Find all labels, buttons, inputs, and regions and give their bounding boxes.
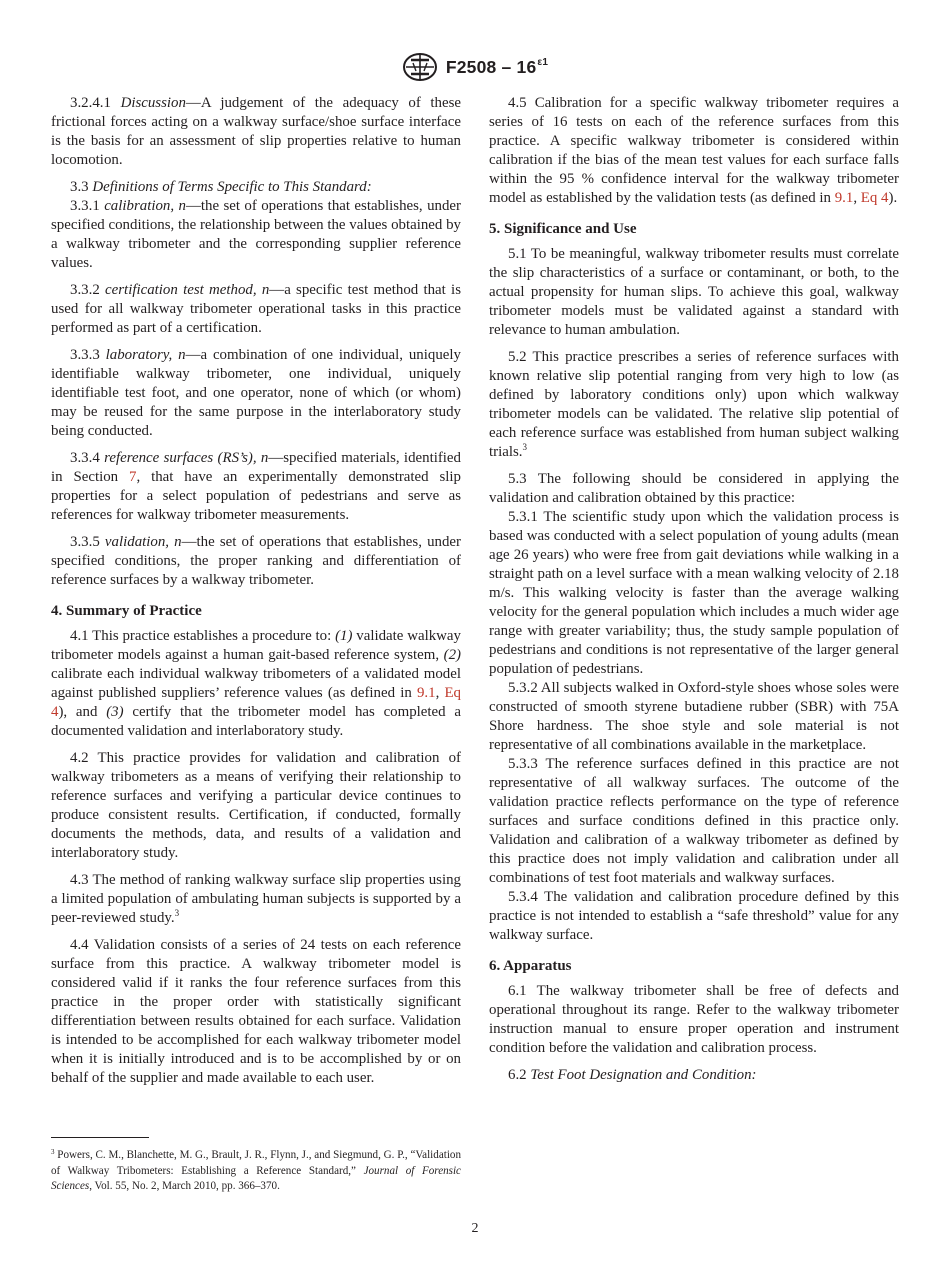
section-6-heading: 6. Apparatus bbox=[489, 958, 572, 974]
section-7-link[interactable]: 7 bbox=[129, 469, 137, 485]
paragraph-4-3: 4.3 The method of ranking walkway surface slip properties using a limited population of ambulating human subjects is supported by a peer-reviewed study.$^3$ bbox=[51, 872, 461, 926]
eq-4-link[interactable]: Eq 4 bbox=[860, 190, 889, 206]
paragraph-5-3-1: 5.3.1 The scientific study upon which the validation process is based was conducted with a select population of young adults (mean age 26 years) who were free from gait deviations while walking in a straight path on a level surface with a mean walking velocity of 2.18 m/s. This walking velocity is faster than the average walking velocity for the general population which includes a much wider age range with greater variability; thus, the study sample population of pedestrians and conditions is not representative of the larger general population of pedestrians. bbox=[489, 509, 899, 677]
footnote-divider bbox=[51, 1137, 149, 1138]
paragraph-3-3: 3.3 Definitions of Terms Specific to This Standard: bbox=[70, 179, 372, 195]
eq-4-link[interactable]: Eq 4 bbox=[51, 685, 461, 720]
paragraph-3-3-5: 3.3.5 validation, n—the set of operations that establishes, under specified conditions, the proper ranking and differentiation of reference surfaces by a walkway tribometer. bbox=[51, 534, 461, 588]
paragraph-5-2: 5.2 This practice prescribes a series of reference surfaces with known relative slip potential ranging from very high to low (as defined by laboratory conditions only) upon which walkway tribometer models can be validated. The relative slip potential of each reference surface was established from human subject walking trials.$^3$ bbox=[489, 349, 899, 460]
paragraph-3-3-1: 3.3.1 calibration, n—the set of operations that establishes, under specified conditions, the relationship between the values obtained by a walkway tribometer and the corresponding supplier reference values. bbox=[51, 198, 461, 271]
paragraph-3-3-3: 3.3.3 laboratory, n—a combination of one individual, uniquely identifiable walkway tribometer, one individual, uniquely identifiable test foot, and one operator, none of which (or whom) may be reused for the same purpose in the interlaboratory study being conducted. bbox=[51, 347, 461, 439]
paragraph-5-1: 5.1 To be meaningful, walkway tribometer results must correlate the slip characteristics of a surface or contaminant, or both, to the actual propensity for human slips. To achieve this goal, walkway tribometer models must be validated against a standard with relevance to human ambulation. bbox=[489, 246, 899, 338]
astm-logo-icon bbox=[402, 52, 438, 82]
paragraph-4-4: 4.4 Validation consists of a series of 24 tests on each reference surface from this practice. A walkway tribometer model is considered valid if it ranks the four reference surfaces from this practice in the proper order with statistically significant differentiation between results obtained for each surface. Validation is intended to be accomplished for each walkway tribometer model when it is initially introduced and is to be accomplished by or on behalf of the supplier and made available to each user. bbox=[51, 937, 461, 1086]
paragraph-4-2: 4.2 This practice provides for validation and calibration of walkway tribometers as a means of verifying their relationship to reference surfaces and verifying a particular device continues to produce consistent results. Certification, if conducted, formally documents the methods, data, and results of a validation and interlaboratory study. bbox=[51, 750, 461, 861]
paragraph-4-1: 4.1 This practice establishes a procedure to: (1) validate walkway tribometer models against a human gait-based reference system, (2) calibrate each individual walkway tribometers of a validated model against published suppliers’ reference values (as defined in 9.1, Eq 4), and (3) certify that the tribometer model has completed a documented validation and interlaboratory study. bbox=[51, 628, 461, 739]
paragraph-5-3: 5.3 The following should be considered in applying the validation and calibration obtained by this practice: bbox=[489, 471, 899, 506]
paragraph-5-3-2: 5.3.2 All subjects walked in Oxford-style shoes whose soles were constructed of smooth styrene butadiene rubber (SBR) with 75A Shore hardness. The shoe style and sole material is not representative of all combinations available in the marketplace. bbox=[489, 680, 899, 753]
footnote-ref[interactable]: 3 bbox=[174, 908, 180, 918]
paragraph-6-2: 6.2 Test Foot Designation and Condition: bbox=[508, 1067, 757, 1083]
footnote-ref[interactable]: 3 bbox=[522, 442, 527, 452]
paragraph-6-1: 6.1 The walkway tribometer shall be free of defects and operational throughout its range. Refer to the walkway tribometer instruction manual to ensure proper operation and instrument condition before the validation and calibration process. bbox=[489, 983, 899, 1056]
footnote-3: $^3$ Powers, C. M., Blanchette, M. G., Brault, J. R., Flynn, J., and Siegmund, G. P., “Validation of Walkway Tribometers: Establishing a Reference Standard,” Journal of Forensic Sciences, Vol. 55, No. 2, March 2010, pp. 366–370. bbox=[51, 1148, 461, 1192]
page-header bbox=[0, 52, 950, 82]
paragraph-5-3-3: 5.3.3 The reference surfaces defined in this practice are not representative of all walkway surfaces. The outcome of the validation practice reflects performance on the type of reference surfaces and surface conditions defined in this practice only. Validation and calibration of a walkway tribometer as defined by this practice does not imply validation and calibration under all combinations of test foot materials and walkway surfaces. bbox=[489, 756, 899, 886]
section-9-1-link[interactable]: 9.1 bbox=[416, 685, 436, 701]
section-4-heading: 4. Summary of Practice bbox=[51, 603, 202, 619]
paragraph-3-2-4-1: 3.2.4.1 Discussion—A judgement of the adequacy of these frictional forces acting on a walkway surface/shoe surface interface is the basis for an assessment of slip properties relative to human locomotion. bbox=[51, 95, 462, 168]
paragraph-4-5: 4.5 Calibration for a specific walkway tribometer requires a series of 16 tests on each of the reference surfaces from this practice. A specific walkway tribometer is considered within calibration if the bias of the mean test values for each surface falls within the 95 % confidence interval for the walkway tribometer model as established by the validation tests (as defined in 9.1, Eq 4). bbox=[489, 95, 899, 206]
section-9-1-link[interactable]: 9.1 bbox=[834, 190, 854, 206]
epsilon-superscript: ε1 bbox=[537, 56, 549, 68]
left-column bbox=[51, 94, 461, 1096]
page-number: 2 bbox=[471, 1221, 479, 1236]
paragraph-3-3-4: 3.3.4 reference surfaces (RS’s), n—specified materials, identified in Section 7, that have an experimentally demonstrated slip properties for a select population of pedestrians and serve as references for walkway tribometer measurements. bbox=[51, 450, 461, 523]
section-5-heading: 5. Significance and Use bbox=[489, 221, 637, 237]
paragraph-5-3-4: 5.3.4 The validation and calibration procedure defined by this practice is not intended to establish a “safe threshold” value for any walkway surface. bbox=[489, 889, 899, 943]
standard-designation: $F2508 - 16^{\varepsilon 1}$ bbox=[445, 56, 549, 77]
paragraph-3-3-2: 3.3.2 certification test method, n—a specific test method that is used for all walkway tribometer operational tasks in this practice performed as part of a certification. bbox=[51, 282, 461, 336]
right-column bbox=[489, 94, 899, 1093]
